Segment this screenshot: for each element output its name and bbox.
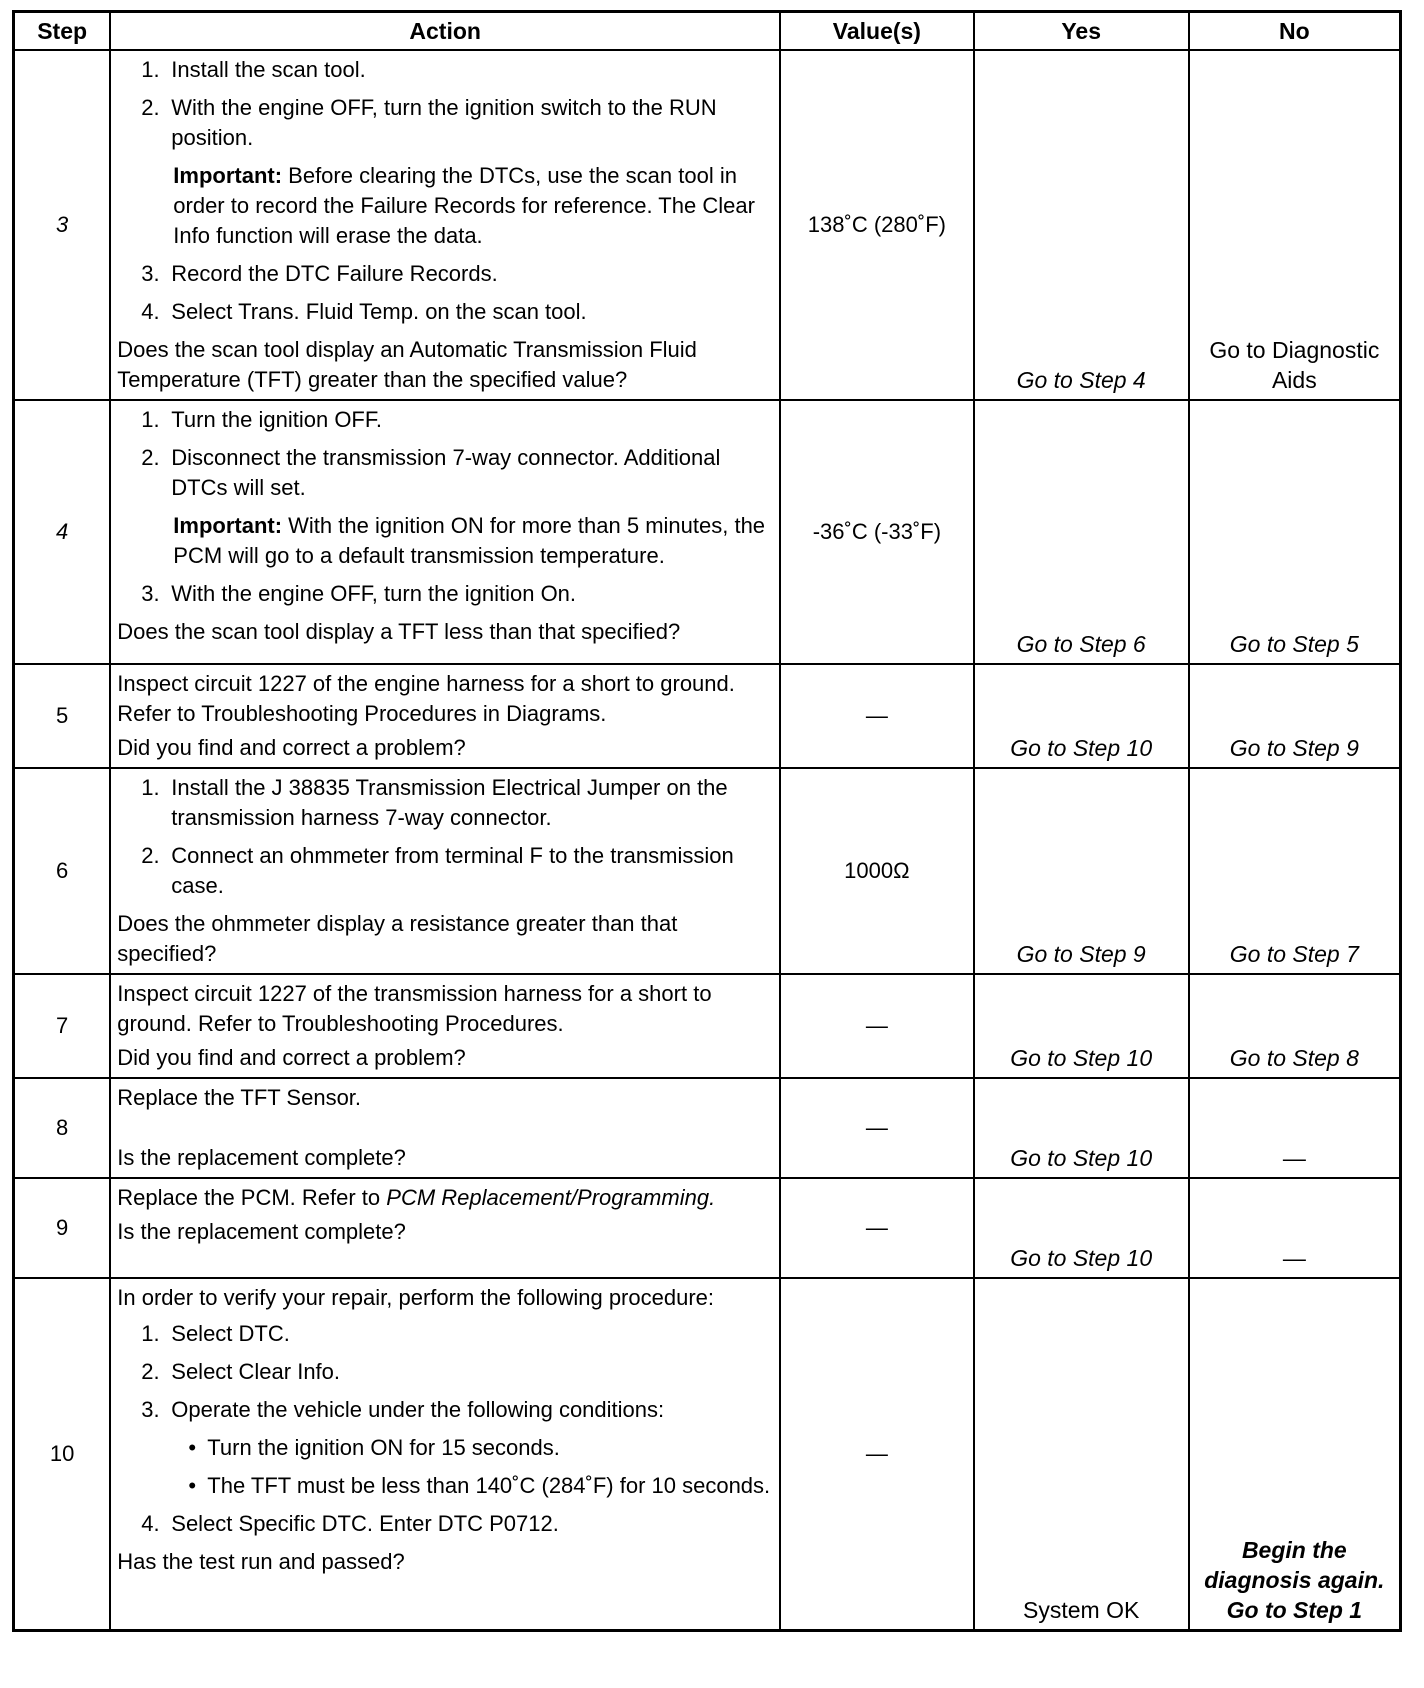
value-cell: 138˚C (280˚F) <box>780 50 974 400</box>
list-item: 2. Disconnect the transmission 7-way connector. Additional DTCs will set. <box>117 443 773 503</box>
header-step: Step <box>14 12 111 51</box>
value-cell: — <box>780 974 974 1078</box>
manual-reference: PCM Replacement/Programming. <box>386 1185 716 1210</box>
step-number: 8 <box>14 1078 111 1178</box>
item-text: Operate the vehicle under the following conditions: <box>171 1397 665 1422</box>
question-text: Does the scan tool display a TFT less than that specified? <box>117 619 681 644</box>
table-row <box>14 664 1401 768</box>
no-cell: Go to Step 5 <box>1189 400 1401 664</box>
table-row <box>14 768 1401 974</box>
header-values: Value(s) <box>780 12 974 51</box>
action-text: Inspect circuit 1227 of the transmission harness for a short to ground. Refer to Troubleshooting Procedures. <box>117 981 712 1036</box>
action-cell <box>110 400 780 664</box>
yes-cell: Go to Step 10 <box>974 974 1189 1078</box>
diagnostic-table-document <box>12 10 1402 1632</box>
list-item: 1. Install the J 38835 Transmission Electrical Jumper on the transmission harness 7-way connector. <box>117 773 773 833</box>
item-text: Install the scan tool. <box>171 57 366 82</box>
table-row <box>14 974 1401 1078</box>
no-cell: — <box>1189 1178 1401 1278</box>
yes-cell: Go to Step 10 <box>974 664 1189 768</box>
no-cell: Go to Step 9 <box>1189 664 1401 768</box>
step-number: 7 <box>14 974 111 1078</box>
important-note <box>117 161 773 251</box>
question-text: Did you find and correct a problem? <box>117 1045 466 1070</box>
list-item: 1. Turn the ignition OFF. <box>117 405 773 435</box>
no-cell: Go to Diagnostic Aids <box>1189 50 1401 400</box>
diagnostic-table <box>12 10 1402 1632</box>
value-cell: -36˚C (-33˚F) <box>780 400 974 664</box>
action-cell <box>110 50 780 400</box>
item-text: Select DTC. <box>171 1321 290 1346</box>
yes-cell: System OK <box>974 1278 1189 1630</box>
no-line: diagnosis again. <box>1204 1566 1385 1593</box>
item-text: With the engine OFF, turn the ignition On. <box>171 581 577 606</box>
item-text: Turn the ignition OFF. <box>171 407 382 432</box>
bullet-text: Turn the ignition ON for 15 seconds. <box>207 1435 560 1460</box>
header-action: Action <box>110 12 780 51</box>
table-row <box>14 400 1401 664</box>
step-number: 3 <box>14 50 111 400</box>
table-row <box>14 1178 1401 1278</box>
step-number: 9 <box>14 1178 111 1278</box>
value-cell: — <box>780 1078 974 1178</box>
bullet-item: • Turn the ignition ON for 15 seconds. <box>117 1433 773 1463</box>
no-line: Go to Step 1 <box>1226 1596 1363 1623</box>
list-item: 2. Select Clear Info. <box>117 1357 773 1387</box>
action-cell <box>110 768 780 974</box>
item-text: Select Clear Info. <box>171 1359 341 1384</box>
important-text: Before clearing the DTCs, use the scan tool in order to record the Failure Records for reference. The Clear Info function will erase the data. <box>173 163 755 248</box>
item-text: Select Specific DTC. Enter DTC P0712. <box>171 1511 559 1536</box>
step-number: 10 <box>14 1278 111 1630</box>
list-item: 2. Connect an ohmmeter from terminal F to the transmission case. <box>117 841 773 901</box>
yes-cell: Go to Step 10 <box>974 1178 1189 1278</box>
header-no: No <box>1189 12 1401 51</box>
step-number: 6 <box>14 768 111 974</box>
list-item: 3. Operate the vehicle under the following conditions: <box>117 1395 773 1425</box>
value-cell: 1000Ω <box>780 768 974 974</box>
no-cell: Go to Step 7 <box>1189 768 1401 974</box>
header-yes: Yes <box>974 12 1189 51</box>
table-row <box>14 1278 1401 1630</box>
item-text: Install the J 38835 Transmission Electrical Jumper on the transmission harness 7-way connector. <box>171 775 728 830</box>
item-text: Connect an ohmmeter from terminal F to the transmission case. <box>171 843 734 898</box>
spacer <box>117 1113 773 1143</box>
intro-text: In order to verify your repair, perform the following procedure: <box>117 1285 714 1310</box>
list-item: 1. Select DTC. <box>117 1319 773 1349</box>
list-item: 1. Install the scan tool. <box>117 55 773 85</box>
table-row <box>14 1078 1401 1178</box>
question-text: Did you find and correct a problem? <box>117 735 466 760</box>
question-text: Does the scan tool display an Automatic Transmission Fluid Temperature (TFT) greater than the specified value? <box>117 337 697 392</box>
important-label: Important: <box>173 163 283 188</box>
question-text: Is the replacement complete? <box>117 1219 406 1244</box>
no-cell <box>1189 1278 1401 1630</box>
action-cell <box>110 664 780 768</box>
no-cell: Go to Step 8 <box>1189 974 1401 1078</box>
no-cell: — <box>1189 1078 1401 1178</box>
step-number: 5 <box>14 664 111 768</box>
action-cell <box>110 1178 780 1278</box>
item-text: Disconnect the transmission 7-way connector. Additional DTCs will set. <box>171 445 721 500</box>
item-text: Select Trans. Fluid Temp. on the scan tool. <box>171 299 587 324</box>
value-cell: — <box>780 1178 974 1278</box>
question-text: Is the replacement complete? <box>117 1145 406 1170</box>
action-cell <box>110 1278 780 1630</box>
step-number: 4 <box>14 400 111 664</box>
bullet-item: • The TFT must be less than 140˚C (284˚F) for 10 seconds. <box>117 1471 773 1501</box>
action-text <box>117 1183 773 1213</box>
important-note <box>117 511 773 571</box>
list-item: 3. With the engine OFF, turn the ignition On. <box>117 579 773 609</box>
action-text: Replace the TFT Sensor. <box>117 1085 362 1110</box>
action-cell <box>110 1078 780 1178</box>
list-item: 2. With the engine OFF, turn the ignition switch to the RUN position. <box>117 93 773 153</box>
table-row <box>14 50 1401 400</box>
value-cell: — <box>780 664 974 768</box>
bullet-text: The TFT must be less than 140˚C (284˚F) for 10 seconds. <box>207 1473 771 1498</box>
action-text: Inspect circuit 1227 of the engine harness for a short to ground. Refer to Troubleshooting Procedures in Diagrams. <box>117 671 735 726</box>
item-text: With the engine OFF, turn the ignition switch to the RUN position. <box>171 95 717 150</box>
important-text: With the ignition ON for more than 5 minutes, the PCM will go to a default transmission temperature. <box>173 513 766 568</box>
yes-cell: Go to Step 6 <box>974 400 1189 664</box>
list-item: 3. Record the DTC Failure Records. <box>117 259 773 289</box>
yes-cell: Go to Step 10 <box>974 1078 1189 1178</box>
question-text: Has the test run and passed? <box>117 1549 405 1574</box>
important-label: Important: <box>173 513 283 538</box>
list-item: 4. Select Specific DTC. Enter DTC P0712. <box>117 1509 773 1539</box>
question-text: Does the ohmmeter display a resistance greater than that specified? <box>117 911 678 966</box>
list-item: 4. Select Trans. Fluid Temp. on the scan tool. <box>117 297 773 327</box>
yes-cell: Go to Step 4 <box>974 50 1189 400</box>
action-text-plain: Replace the PCM. Refer to <box>117 1185 387 1210</box>
value-cell: — <box>780 1278 974 1630</box>
item-text: Record the DTC Failure Records. <box>171 261 498 286</box>
yes-cell: Go to Step 9 <box>974 768 1189 974</box>
no-line: Begin the <box>1241 1536 1347 1563</box>
header-row <box>14 12 1401 51</box>
action-cell <box>110 974 780 1078</box>
